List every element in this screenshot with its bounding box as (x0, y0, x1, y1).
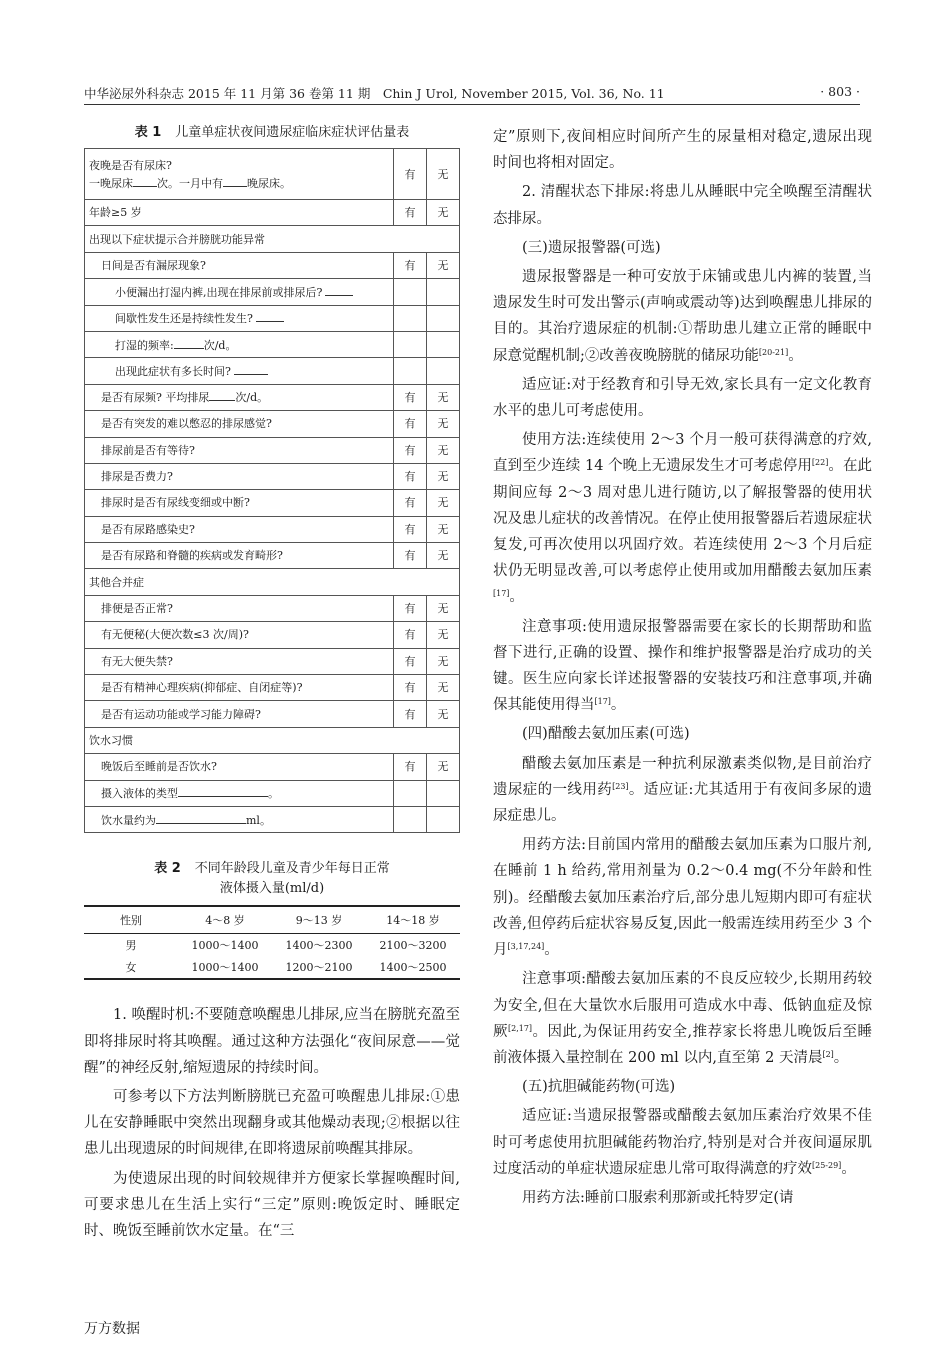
table-cell: 1000～1400 (178, 956, 272, 979)
heading-alarm: (三)遗尿报警器(可选) (522, 239, 661, 256)
column-header: 4～8 岁 (178, 906, 272, 934)
table-row (85, 622, 460, 648)
row-frequency-a: 是否有尿频? 平均排尿 (101, 391, 210, 405)
answer-blank[interactable] (325, 285, 353, 296)
row-frequency-cell (85, 384, 394, 410)
answer-blank[interactable] (209, 390, 235, 401)
row-urgency: 是否有突发的难以憋忍的排尿感觉? (85, 411, 394, 437)
yes-cell[interactable]: 有 (394, 754, 427, 780)
column-header: 性别 (84, 906, 178, 934)
table-row (85, 279, 460, 305)
paragraph-desmopressin-notes (493, 966, 872, 1071)
no-cell[interactable]: 无 (427, 595, 460, 621)
row-fluid-type-a: 摄入液体的类型 (101, 787, 178, 801)
table-section-row (85, 226, 460, 252)
text: 。 (509, 589, 524, 606)
yes-cell[interactable]: 有 (394, 543, 427, 569)
empty-cell (394, 806, 427, 832)
text: 注意事项:使用遗尿报警器需要在家长的长期帮助和监督下进行,正确的设置、操作和维护报警器是治疗成功的关键。医生应向家长详述报警器的安装技巧和注意事项,并确保其能使用得当 (493, 618, 872, 714)
table2-title-line1: 不同年龄段儿童及青少年每日正常 (194, 861, 390, 877)
yes-cell[interactable]: 有 (394, 648, 427, 674)
no-cell[interactable]: 无 (427, 543, 460, 569)
table-row (84, 934, 460, 957)
row-constipation: 有无便秘(大便次数≤3 次/周)? (85, 622, 394, 648)
citation: [20-21] (758, 347, 789, 357)
text: 。 (833, 1049, 849, 1066)
no-cell[interactable]: 无 (427, 463, 460, 489)
table-row (85, 675, 460, 701)
table-row (85, 411, 460, 437)
text: 。 (544, 942, 559, 959)
yes-cell[interactable]: 有 (394, 463, 427, 489)
text: 醋酸去氨加压素是一种抗利尿激素类似物,是目前治疗遗尿症的一线用药 (493, 755, 872, 798)
table-row (85, 252, 460, 278)
yes-cell[interactable]: 有 (394, 384, 427, 410)
table-cell: 1000～1400 (191, 939, 259, 953)
row-duration: 出现此症状有多长时间? (115, 365, 231, 379)
yes-cell[interactable]: 有 (394, 490, 427, 516)
no-cell[interactable]: 无 (427, 622, 460, 648)
row-wet-freq-cell (85, 331, 394, 357)
row-spinal: 是否有尿路和脊髓的疾病或发育畸形? (85, 543, 394, 569)
column-header: 14～18 岁 (366, 906, 460, 934)
row-wet-freq-a: 打湿的频率: (115, 338, 174, 352)
row-motor: 是否有运动功能或学习能力障碍? (85, 701, 394, 727)
empty-cell (394, 331, 427, 357)
text: 。 (841, 1160, 856, 1177)
paragraph-desmopressin-usage (493, 832, 872, 963)
text: 。在此期间应每 2～3 周对患儿进行随访,以了解报警器的使用状况及患儿症状的改善情况。在停止使用报警器后若遗尿症状复发,可再次使用以巩固疗效。若连续使用 2～3 个月后症状仍无明显改善,可以考虑停止使用或加用醋酸去氨加压素 (493, 458, 872, 580)
table-row (85, 516, 460, 542)
table-cell (85, 149, 394, 200)
table-row (85, 384, 460, 410)
no-cell[interactable]: 无 (427, 411, 460, 437)
citation: [23] (612, 781, 629, 791)
table-row (85, 200, 460, 226)
section-drinking: 饮水习惯 (85, 727, 460, 753)
paragraph-alarm-indication: 适应证:对于经教育和引导无效,家长具有一定文化教育水平的患儿可考虑使用。 (493, 376, 872, 420)
text: 适应证:当遗尿报警器或醋酸去氨加压素治疗效果不佳时可考虑使用抗胆碱能药物治疗,特别是对合并夜间逼尿肌过度活动的单症状遗尿症患儿常可取得满意的疗效 (493, 1108, 872, 1177)
text: 注意事项:醋酸去氨加压素的不良反应较少,长期用药较为安全,但在大量饮水后服用可造成水中毒、低钠血症及惊厥 (493, 971, 872, 1040)
no-cell[interactable]: 无 (427, 200, 460, 226)
no-cell[interactable]: 无 (427, 384, 460, 410)
text: 使用方法:连续使用 2～3 个月一般可获得满意的疗效,直到至少连续 14 个晚上无遗尿发生才可考虑停用 (493, 432, 872, 475)
table-row (85, 780, 460, 806)
row-night-line2 (89, 176, 389, 190)
table-cell: 1400～2500 (366, 956, 460, 979)
text: 。 (788, 347, 803, 364)
empty-cell (427, 358, 460, 384)
yes-cell[interactable]: 有 (394, 595, 427, 621)
table-cell: 2100～3200 (379, 939, 447, 953)
row-day-leak: 日间是否有漏尿现象? (85, 252, 394, 278)
table2-caption-line1 (84, 859, 460, 879)
citation: [2] (822, 1049, 834, 1059)
left-column (84, 124, 460, 1244)
paragraph-anticholinergic-indication (493, 1103, 872, 1182)
citation: [25-29] (812, 1160, 842, 1170)
row-evening-drink: 晚饭后至睡前是否饮水? (85, 754, 394, 780)
row-weak-stream: 排尿时是否有尿线变细或中断? (85, 490, 394, 516)
row-intermittent: 间歇性发生还是持续性发生? (115, 312, 253, 326)
no-cell[interactable]: 无 (427, 648, 460, 674)
yes-cell[interactable]: 有 (394, 701, 427, 727)
row-intermittent-cell (85, 305, 394, 331)
fluid-intake-table (84, 905, 460, 980)
row-wet-freq-b: 次/d。 (203, 338, 237, 352)
answer-blank[interactable] (156, 813, 246, 824)
table1-caption (84, 124, 460, 142)
right-column (493, 124, 872, 1211)
row-night-text-a: 一晚尿床 (89, 176, 133, 190)
table-row (85, 358, 460, 384)
row-psych: 是否有精神心理疾病(抑郁症、自闭症等)? (85, 675, 394, 701)
row-night-text-c: 晚尿床。 (247, 176, 291, 190)
no-cell[interactable]: 无 (427, 252, 460, 278)
table2-title-line2: 液体摄入量(ml/d) (219, 881, 325, 897)
paragraph-bladder-signs: 可参考以下方法判断膀胱已充盈可唤醒患儿排尿:①患儿在安静睡眠中突然出现翻身或其他燥动表现;②根据以往患儿出现遗尿的时间规律,在即将遗尿前唤醒其排尿。 (84, 1088, 460, 1158)
paragraph-continuation: 定”原则下,夜间相应时间所产生的尿量相对稳定,遗尿出现时间也将相对固定。 (493, 129, 872, 172)
answer-blank[interactable] (256, 311, 284, 322)
section-bladder: 出现以下症状提示合并膀胱功能异常 (85, 226, 460, 252)
row-night-line1: 夜晚是否有尿床? (89, 158, 172, 172)
no-cell[interactable]: 无 (427, 490, 460, 516)
empty-cell (427, 806, 460, 832)
paragraph-awake-voiding: 2. 清醒状态下排尿:将患儿从睡眠中完全唤醒至清醒状态排尿。 (493, 184, 872, 227)
answer-blank[interactable] (234, 364, 268, 375)
empty-cell (394, 279, 427, 305)
empty-cell (427, 279, 460, 305)
row-night-text-b: 次。一月中有 (157, 176, 223, 190)
table-row (85, 754, 460, 780)
assessment-table (84, 148, 460, 833)
table-row (85, 806, 460, 832)
no-cell[interactable]: 无 (427, 675, 460, 701)
no-cell[interactable]: 无 (427, 701, 460, 727)
table-cell: 1400～2300 (285, 939, 353, 953)
no-cell[interactable]: 无 (427, 149, 460, 200)
text: 用药方法:目前国内常用的醋酸去氨加压素为口服片剂,在睡前 1 h 给药,常用剂量为 0.2～0.4 mg(不分年龄和性别)。经醋酸去氨加压素治疗后,部分患儿短期内即可有症状改善,但停药后症状容易反复,因此一般需连续用药至少 3 个月 (493, 837, 872, 959)
no-cell[interactable]: 无 (427, 754, 460, 780)
table1-title: 儿童单症状夜间遗尿症临床症状评估量表 (175, 125, 410, 140)
yes-cell[interactable]: 有 (394, 516, 427, 542)
row-straining: 排尿是否费力? (85, 463, 394, 489)
paragraph-anticholinergic-usage: 用药方法:睡前口服索利那新或托特罗定(请 (522, 1189, 794, 1206)
heading-desmopressin: (四)醋酸去氨加压素(可选) (522, 726, 690, 743)
answer-blank[interactable] (178, 786, 268, 797)
page-number: · 803 · (820, 84, 860, 99)
table-row (85, 463, 460, 489)
answer-blank[interactable] (133, 176, 157, 187)
no-cell[interactable]: 无 (427, 437, 460, 463)
empty-cell (394, 305, 427, 331)
text: 。因此,为保证用药安全,推荐家长将患儿晚饭后至睡前液体摄入量控制在 200 ml 以内,直至第 2 天清晨 (493, 1023, 873, 1066)
yes-cell[interactable]: 有 (394, 675, 427, 701)
row-fluid-amount-b: ml。 (246, 813, 271, 827)
section-comorbid: 其他合并症 (85, 569, 460, 595)
table-row (85, 305, 460, 331)
yes-cell[interactable]: 有 (394, 411, 427, 437)
row-fecal: 有无大便失禁? (85, 648, 394, 674)
row-fluid-amount-cell (85, 806, 394, 832)
row-age: 年龄≥5 岁 (85, 200, 394, 226)
yes-cell[interactable]: 有 (394, 622, 427, 648)
table-row (84, 956, 460, 979)
column-header: 9～13 岁 (272, 906, 366, 934)
table-section-row (85, 727, 460, 753)
header-rule (84, 104, 860, 105)
table-row (85, 543, 460, 569)
yes-cell[interactable]: 有 (394, 200, 427, 226)
running-header (84, 84, 860, 104)
table-cell: 1200～2100 (272, 956, 366, 979)
paragraph-alarm-notes (493, 614, 872, 719)
table-header-row (84, 906, 460, 934)
row-wet-pants: 小便漏出打湿内裤,出现在排尿前或排尿后? (115, 285, 323, 299)
text: 。适应证:尤其适用于有夜间多尿的遗尿症患儿。 (493, 781, 873, 825)
paragraph-three-fixed: 为使遗尿出现的时间较规律并方便家长掌握唤醒时间,可要求患儿在生活上实行“三定”原则:晚饭定时、睡眠定时、晚饭至睡前饮水定量。在“三 (84, 1170, 460, 1239)
citation: [17] (594, 697, 611, 707)
empty-cell (427, 331, 460, 357)
row-wet-pants-cell (85, 279, 394, 305)
citation: [17] (493, 589, 510, 599)
empty-cell (427, 305, 460, 331)
table-row (85, 701, 460, 727)
table-cell: 女 (84, 956, 178, 979)
row-frequency-b: 次/d。 (235, 391, 269, 405)
table-cell: 男 (125, 939, 137, 953)
paragraph-alarm-usage (493, 427, 872, 610)
citation: [22] (811, 458, 829, 468)
empty-cell (394, 780, 427, 806)
empty-cell (394, 358, 427, 384)
yes-cell[interactable]: 有 (394, 149, 427, 200)
citation: [3,17,24] (507, 942, 545, 952)
yes-cell[interactable]: 有 (394, 437, 427, 463)
paragraph-wake-timing: 1. 唤醒时机:不要随意唤醒患儿排尿,应当在膀胱充盈至即将排尿时将其唤醒。通过这种方法强化“夜间尿意——觉醒”的神经反射,缩短遗尿的持续时间。 (84, 1007, 460, 1076)
row-duration-cell (85, 358, 394, 384)
table2-caption (84, 859, 460, 899)
table-row (85, 149, 460, 200)
table-row (85, 595, 460, 621)
row-fluid-amount-a: 饮水量约为 (101, 813, 156, 827)
table-row (85, 648, 460, 674)
row-uti: 是否有尿路感染史? (85, 516, 394, 542)
empty-cell (427, 780, 460, 806)
table2-label: 表 2 (154, 861, 181, 877)
row-fluid-type-cell (85, 780, 394, 806)
table-row (85, 437, 460, 463)
paragraph-alarm-intro (493, 264, 872, 369)
text: 遗尿报警器是一种可安放于床铺或患儿内裤的装置,当遗尿发生时可发出警示(声响或震动等)达到唤醒患儿排尿的目的。其治疗遗尿症的机制:①帮助患儿建立正常的睡眠中尿意觉醒机制;②改善夜晚膀胱的储尿功能 (493, 269, 872, 364)
answer-blank[interactable] (223, 176, 247, 187)
table-section-row (85, 569, 460, 595)
row-bowel: 排便是否正常? (85, 595, 394, 621)
table1-label: 表 1 (134, 125, 162, 140)
heading-anticholinergic: (五)抗胆碱能药物(可选) (522, 1079, 676, 1096)
watermark: 万方数据 (84, 1321, 140, 1337)
row-fluid-type-b: 。 (268, 787, 279, 801)
citation: [2,17] (508, 1023, 533, 1033)
yes-cell[interactable]: 有 (394, 252, 427, 278)
table-row (85, 331, 460, 357)
table-row (85, 490, 460, 516)
left-body-text (84, 1002, 460, 1244)
no-cell[interactable]: 无 (427, 516, 460, 542)
journal-citation: 中华泌尿外科杂志 2015 年 11 月第 36 卷第 11 期 Chin J Urol, November 2015, Vol. 36, No. 11 (84, 86, 665, 101)
answer-blank[interactable] (174, 338, 204, 349)
paragraph-desmopressin-intro (493, 751, 872, 830)
row-hesitancy: 排尿前是否有等待? (85, 437, 394, 463)
text: 。 (610, 697, 626, 714)
